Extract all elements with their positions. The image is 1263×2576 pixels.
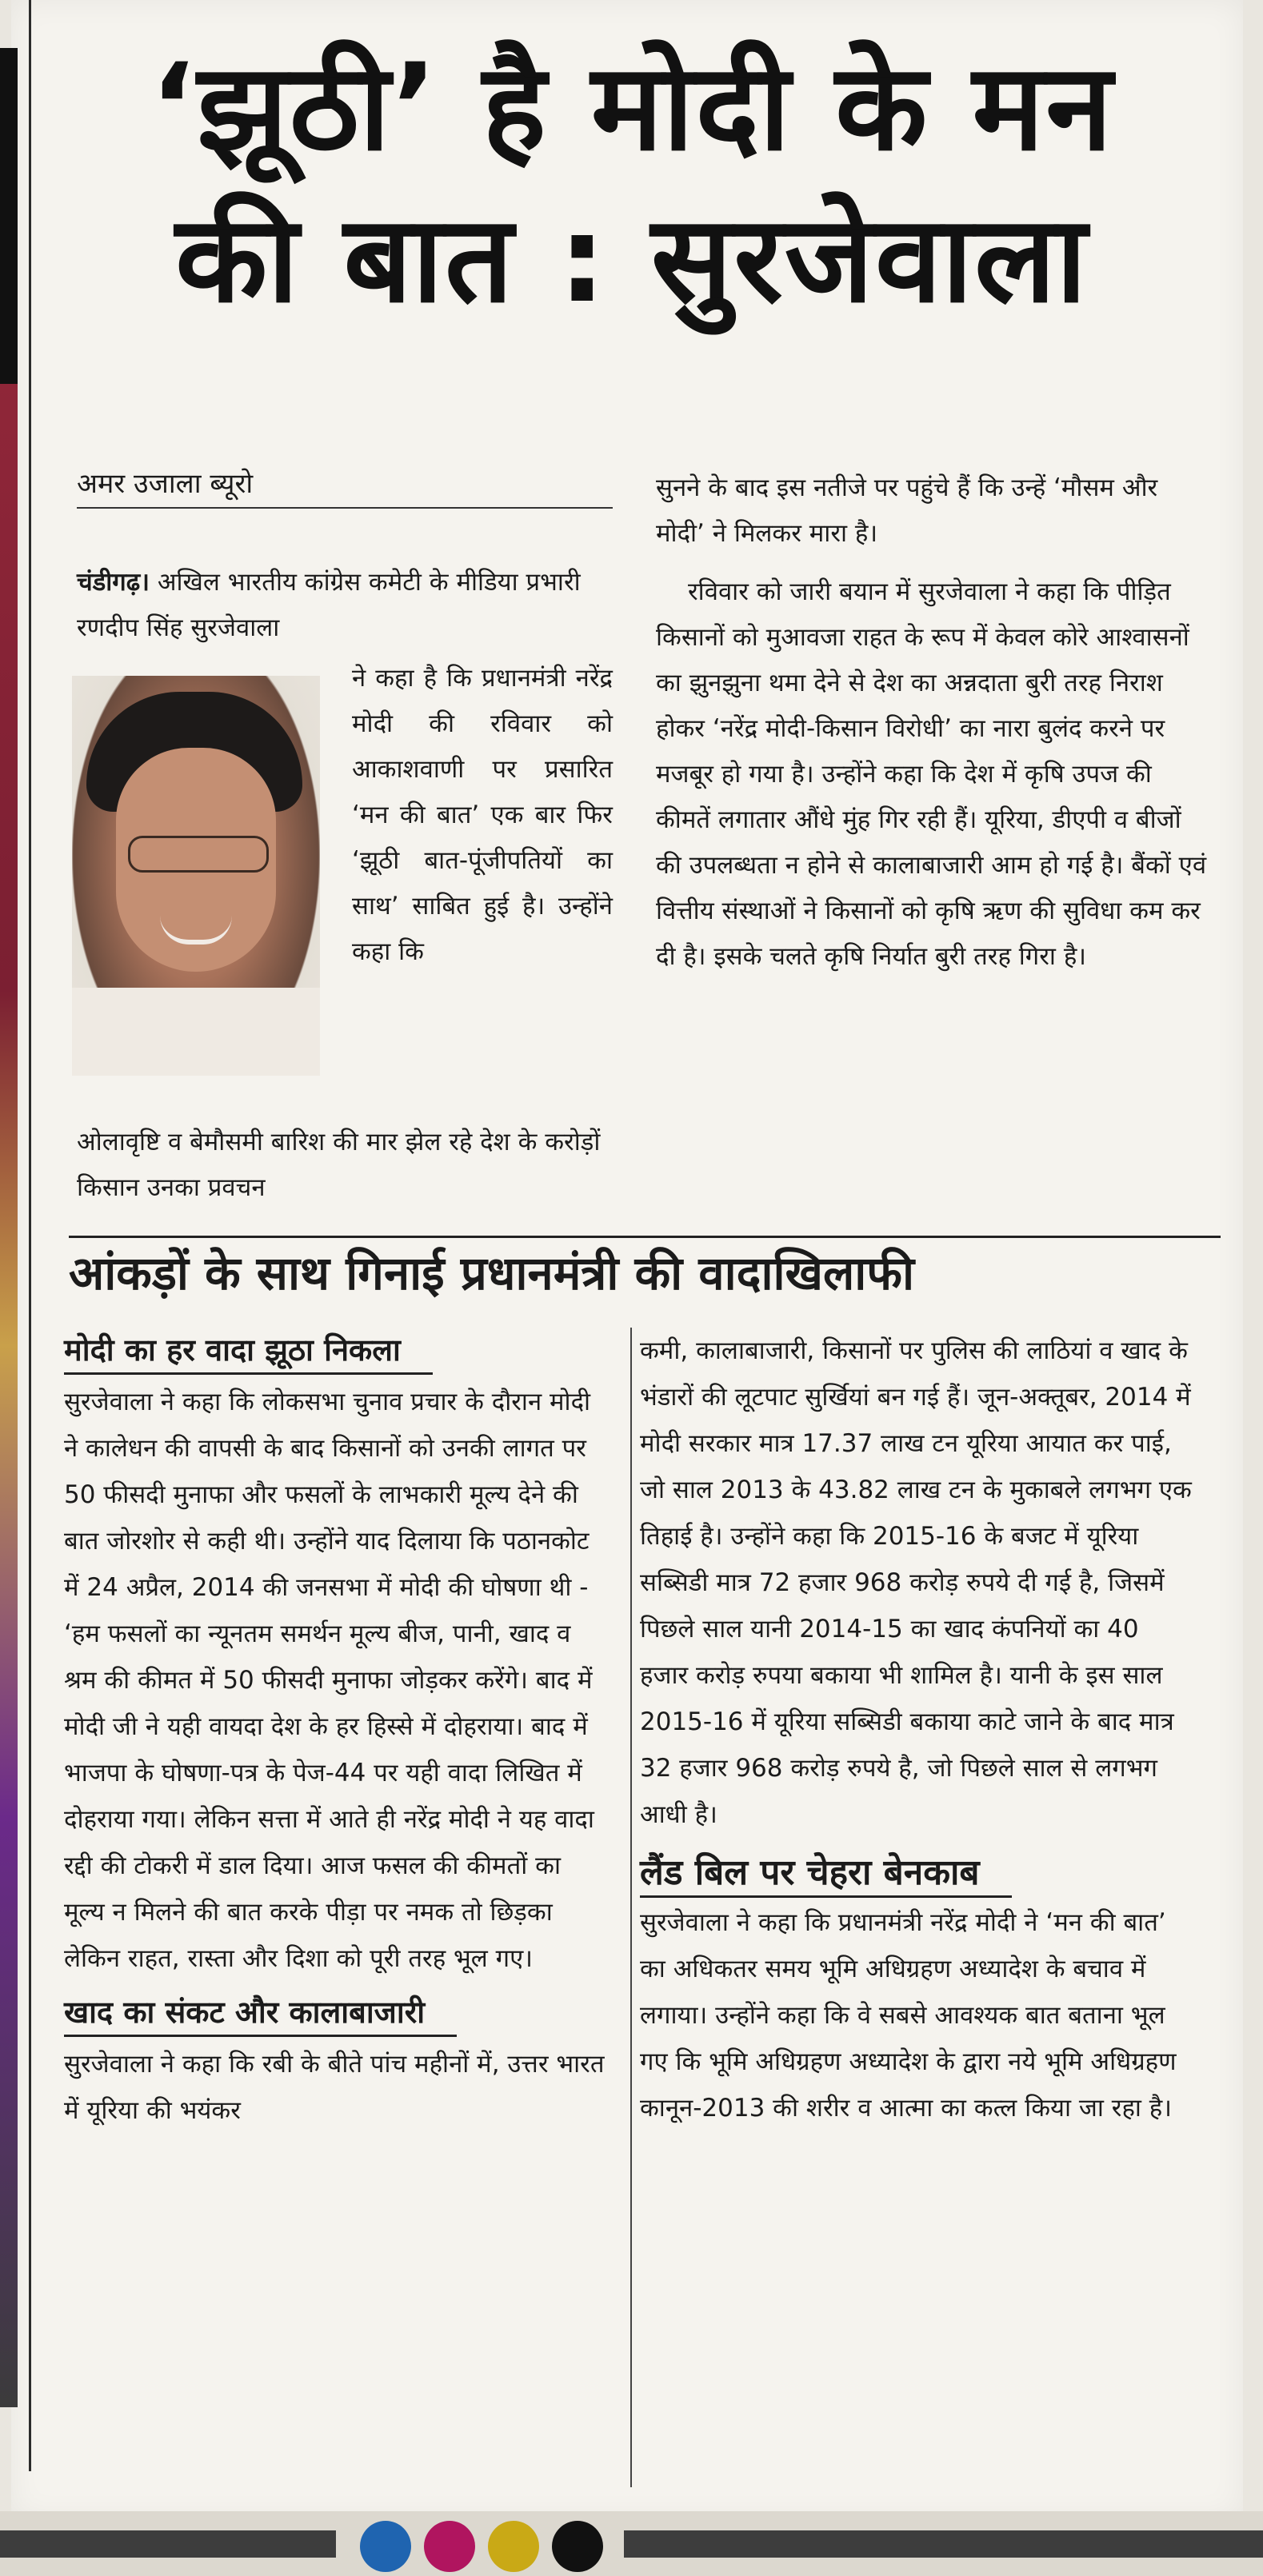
headline: ‘झूठी’ है मोदी के मन की बात : सुरजेवाला	[150, 38, 1114, 329]
byline: अमर उजाला ब्यूरो	[77, 465, 613, 509]
left-column-bottom	[64, 1328, 608, 2142]
registration-dot-magenta	[424, 2521, 475, 2572]
right-column-top	[656, 465, 1208, 992]
lead-after-text: ओलावृष्टि व बेमौसमी बारिश की मार झेल रहे देश के करोड़ों किसान उनका प्रवचन	[77, 1128, 601, 1202]
section-title-promises: मोदी का हर वादा झूठा निकला	[64, 1328, 433, 1375]
right-top-para-2: रविवार को जारी बयान में सुरजेवाला ने कहा कि पीड़ित किसानों को मुआवजा राहत के रूप में केवल कोरे आश्वासनों का झुनझुना थमा देने से देश का अन्नदाता बुरी तरह निराश होकर ‘नरेंद्र मोदी-किसान विरोधी’ का नारा बुलंद करने पर मजबूर हो गया है। उन्होंने कहा कि देश में कृषि उपज की कीमतें लगातार औंधे मुंह गिर रही हैं। यूरिया, डीएपी व बीजों की उपलब्धता न होने से कालाबाजारी आम हो गई है। बैंकों एवं वित्तीय संस्थाओं ने किसानों को कृषि ऋण की सुविधा कम कर दी है। इसके चलते कृषि निर्यात बुरी तरह गिरा है।	[656, 577, 1207, 971]
adjacent-page-edge	[0, 48, 18, 2407]
right-bottom-para-1: कमी, कालाबाजारी, किसानों पर पुलिस की लाठियां व खाद के भंडारों की लूटपाट सुर्खियां बन गई हैं। जून-अक्तूबर, 2014 में मोदी सरकार मात्र 17.37 लाख टन यूरिया आयात कर पाई, जो साल 2013 के 43.82 लाख टन के मुकाबले लगभग एक तिहाई है। उन्होंने कहा कि 2015-16 के बजट में यूरिया सब्सिडी मात्र 72 हजार 968 करोड़ रुपये दी गई है, जिसमें पिछले साल यानी 2014-15 का खाद कंपनियों का 40 हजार करोड़ रुपया बकाया भी शामिल है। यानी के इस साल 2015-16 में यूरिया सब्सिडी बकाया काटे जाने के बाद मात्र 32 हजार 968 करोड़ रुपये है, जो पिछले साल से लगभग आधी है।	[640, 1336, 1192, 1829]
dateline: चंडीगढ़।	[77, 568, 150, 597]
print-registration-bar	[0, 2511, 1263, 2576]
section-text-promises: सुरजेवाला ने कहा कि लोकसभा चुनाव प्रचार के दौरान मोदी ने कालेधन की वापसी के बाद किसानों को उनकी लागत पर 50 फीसदी मुनाफा और फसलों के लाभकारी मूल्य देने की बात जोरशोर से कही थी। उन्होंने याद दिलाया कि पठानकोट में 24 अप्रैल, 2014 की जनसभा में मोदी की घोषणा थी - ‘हम फसलों का न्यूनतम समर्थन मूल्य बीज, पानी, खाद व श्रम की कीमत में 50 फीसदी मुनाफा जोड़कर करेंगे। बाद में मोदी जी ने यही वायदा देश के हर हिस्से में दोहराया। बाद में भाजपा के घोषणा-पत्र के पेज-44 पर यही वादा लिखित में दोहराया गया। लेकिन सत्ता में आते ही नरेंद्र मोदी ने यह वादा रद्दी की टोकरी में डाल दिया। आज फसल की कीमतों का मूल्य न मिलने की बात करके पीड़ा पर नमक तो छिड़का लेकिन राहत, रास्ता और दिशा को पूरी तरह भूल गए।	[64, 1388, 594, 1973]
section-title-fertilizer: खाद का संकट और कालाबाजारी	[64, 1990, 457, 2037]
section-text-land-bill: सुरजेवाला ने कहा कि प्रधानमंत्री नरेंद्र मोदी ने ‘मन की बात’ का अधिकतर समय भूमि अधिग्रहण अध्यादेश के बचाव में लगाया। उन्होंने कहा कि वे सबसे आवश्यक बात बताना भूल गए कि भूमि अधिग्रहण अध्यादेश के द्वारा नये भूमि अधिग्रहण कानून-2013 की शरीर व आत्मा का कत्ल किया जा रहा है।	[640, 1908, 1177, 2123]
left-column-rule	[29, 0, 31, 2471]
registration-dot-black	[552, 2521, 603, 2572]
lead-wrap-text: ने कहा है कि प्रधानमंत्री नरेंद्र मोदी की रविवार को आकाशवाणी पर प्रसारित ‘मन की बात’ एक बार फिर ‘झूठी बात-पूंजीपतियों का साथ’ साबित हुई है। उन्होंने कहा कि	[352, 664, 613, 966]
lead-paragraph	[77, 560, 613, 651]
section-text-fertilizer: सुरजेवाला ने कहा कि रबी के बीते पांच महीनों में, उत्तर भारत में यूरिया की भयंकर	[64, 2050, 605, 2125]
portrait-photo	[72, 676, 320, 1076]
right-top-para-1: सुनने के बाद इस नतीजे पर पहुंचे हैं कि उन्हें ‘मौसम और मोदी’ ने मिलकर मारा है।	[656, 473, 1158, 548]
column-divider	[630, 1328, 632, 2487]
section-title-land-bill: लैंड बिल पर चेहरा बेनकाब	[640, 1851, 1012, 1898]
right-column-bottom	[640, 1328, 1192, 2139]
registration-dot-yellow	[488, 2521, 539, 2572]
registration-dot-blue	[360, 2521, 411, 2572]
lead-text: अखिल भारतीय कांग्रेस कमेटी के मीडिया प्रभारी रणदीप सिंह सुरजेवाला	[77, 568, 581, 642]
subheading: आंकड़ों के साथ गिनाई प्रधानमंत्री की वादाखिलाफी	[69, 1236, 1221, 1305]
